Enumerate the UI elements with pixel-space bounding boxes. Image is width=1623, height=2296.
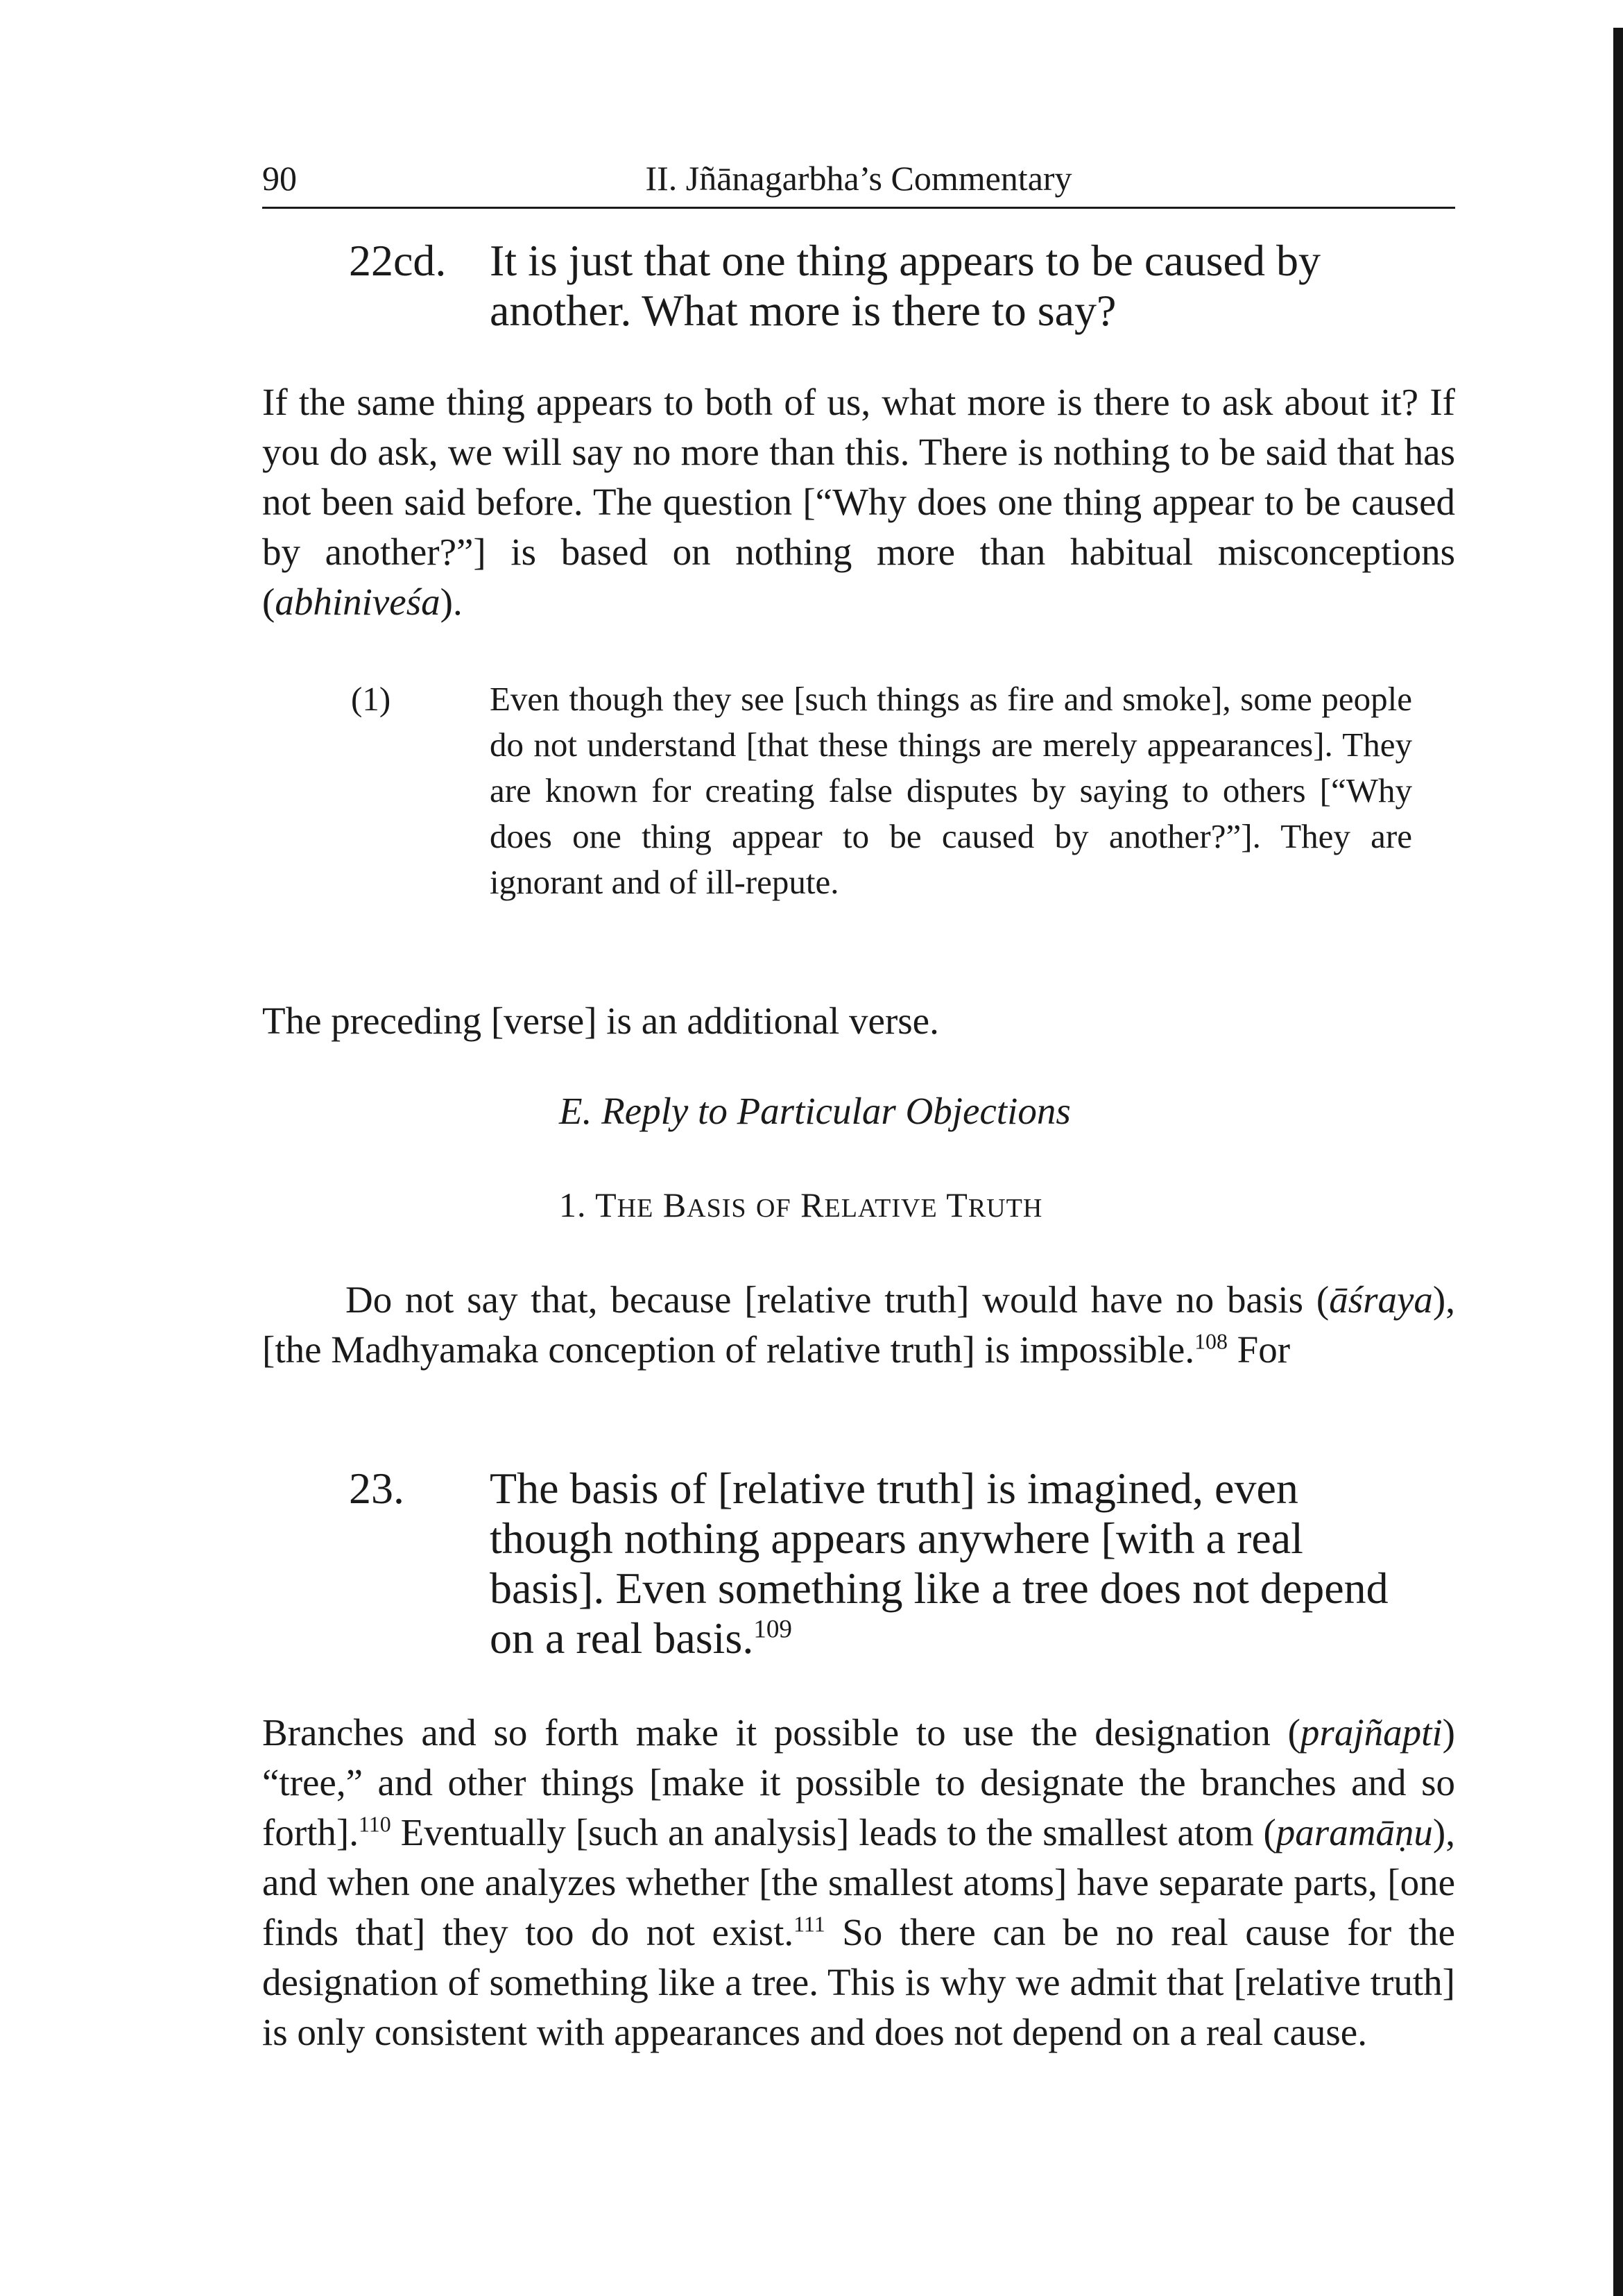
paragraph-text: ) “tree,” and other things [make it possible to designate the branches and so forth]. [262,1711,1455,1853]
paragraph-text: For [1227,1328,1291,1371]
verse-number: (1) [351,680,391,718]
verse-number: 23. [349,1464,404,1513]
paragraph-text: So there can be no real cause for the designation of something like a tree. This is why we admit that [relative truth] is only consistent with appearances and does not depend on a real cause. [262,1911,1456,2053]
footnote-ref: 111 [793,1912,825,1937]
paragraph-text: The preceding [verse] is an additional verse. [262,1000,939,1042]
sanskrit-term: prajñapti [1300,1711,1443,1754]
page-header [262,153,1455,209]
sanskrit-term: āśraya [1329,1278,1433,1321]
binding-shadow [1613,28,1623,2296]
paragraph-text: Eventually [such an analysis] leads to the smallest atom ( [390,1811,1276,1853]
footnote-ref: 110 [358,1812,391,1837]
commentary-paragraph-3 [262,1275,1455,1375]
footnote-ref: 108 [1194,1329,1228,1354]
paragraph-text: ), and when one analyzes whether [the smallest atoms] have separate parts, [one finds that] they too do not exist. [262,1811,1455,1953]
footnote-ref: 109 [753,1615,792,1644]
commentary-paragraph-4 [262,1708,1455,2057]
verse-23 [262,1464,1455,1663]
subsection-heading: 1. THE BASIS OF RELATIVE TRUTH [559,1185,1043,1224]
section-heading: E. Reply to Particular Objections [559,1090,1071,1132]
paragraph-text: Branches and so forth make it possible to use the designation ( [262,1711,1300,1754]
verse-text: The basis of [relative truth] is imagined, even though nothing appears anywhere [with a real basis]. Even something like a tree does not depend on a real basis.$^{109}$ [490,1464,1389,1663]
paragraph-text: If the same thing appears to both of us, what more is there to ask about it? If you do ask, we will say no more than this. There is nothing to be said that has not been said before. The question [“Why does one thing appear to be caused by another?”] is based on nothing more than habitual misconceptions ( [262,381,1455,623]
commentary-paragraph-2 [262,996,1455,1046]
verse-text: It is just that one thing appears to be caused by another. What more is there to say? [490,236,1321,335]
paragraph-text: Do not say that, because [relative truth] would have no basis ( [345,1278,1330,1321]
verse-22cd [262,236,1455,336]
page-number: 90 [262,159,297,198]
verse-number: 22cd. [349,236,447,285]
commentary-paragraph-1 [262,377,1455,627]
verse-text: Even though they see [such things as fire and smoke], some people do not understand [that these things are merely appearances]. They are known for creating false disputes by saying to others [“Why does one thing appear to be caused by another?”]. They are ignorant and of ill-repute. [490,680,1412,901]
paragraph-text: ). [440,581,463,623]
additional-verse [262,676,1455,905]
sanskrit-term: abhiniveśa [275,581,440,623]
sanskrit-term: paramāṇu [1276,1811,1433,1853]
paragraph-text: ), [the Madhyamaka conception of relative truth] is impossible. [262,1278,1455,1371]
running-title: II. Jñānagarbha’s Commentary [645,159,1072,198]
